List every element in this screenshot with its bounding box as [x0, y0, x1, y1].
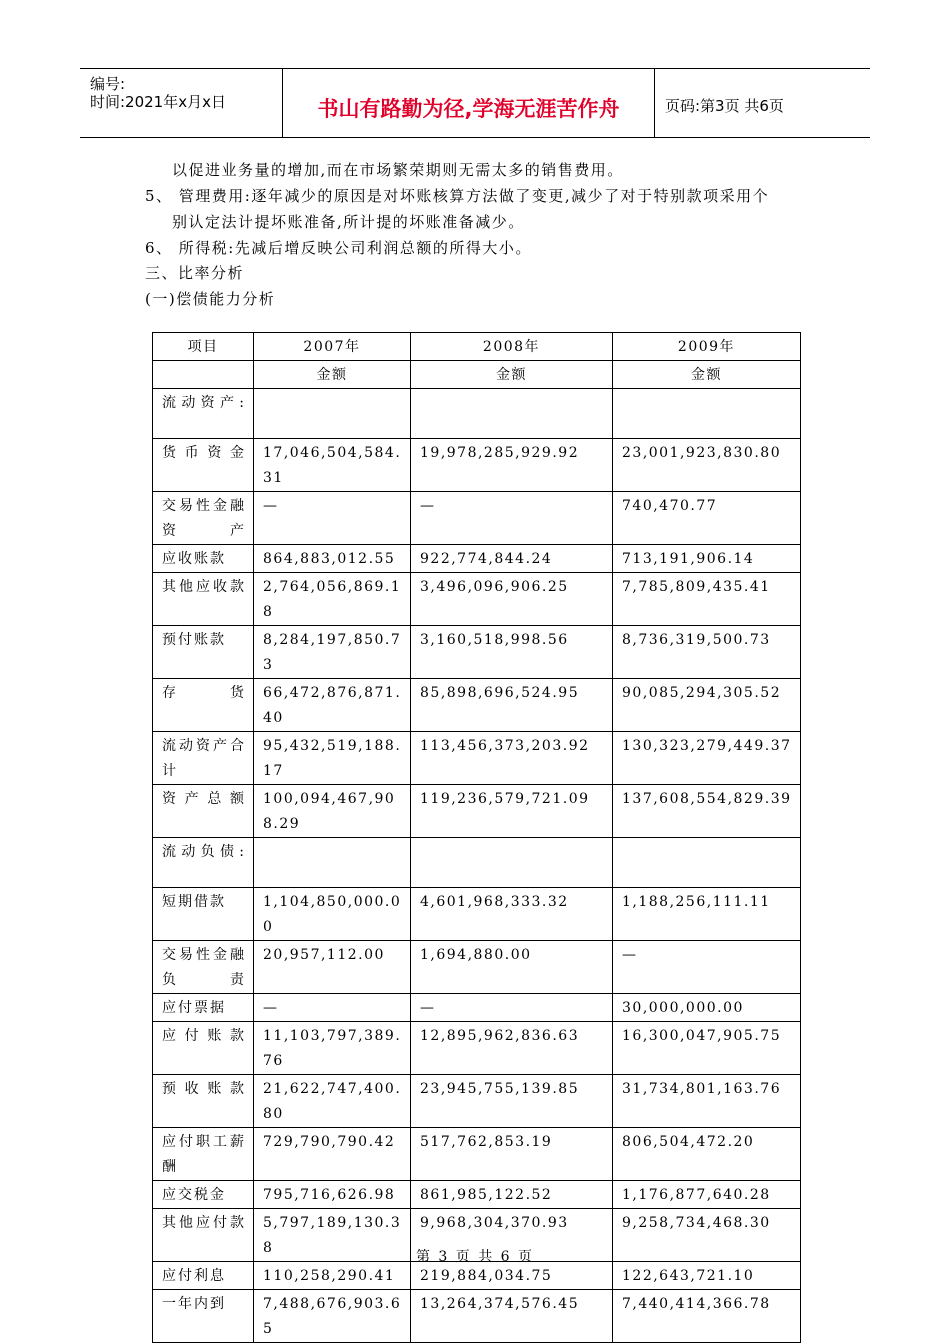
subheader-amount: 金额: [411, 361, 613, 389]
row-amount-2009: 90,085,294,305.52: [613, 679, 801, 732]
row-amount-2007: 7,488,676,903.65: [254, 1290, 411, 1343]
body-paragraph-4: 6、 所得税:先减后增反映公司利润总额的所得大小。: [145, 239, 532, 257]
row-amount-2009: 122,643,721.10: [613, 1262, 801, 1290]
row-amount-2007: —: [254, 994, 411, 1022]
table-row: [153, 573, 801, 626]
row-item-label: 一年内到: [153, 1290, 254, 1343]
table-row: [153, 389, 801, 439]
header-item: 项目: [153, 333, 254, 361]
row-amount-2009: 7,440,414,366.78: [613, 1290, 801, 1343]
row-amount-2007: 729,790,790.42: [254, 1128, 411, 1181]
row-amount-2007: 864,883,012.55: [254, 545, 411, 573]
table-row: [153, 941, 801, 994]
row-item-label: 流动资产:: [153, 389, 254, 439]
row-amount-2008: 13,264,374,576.45: [411, 1290, 613, 1343]
table-row: [153, 1022, 801, 1075]
row-amount-2007: 20,957,112.00: [254, 941, 411, 994]
row-amount-2008: 3,160,518,998.56: [411, 626, 613, 679]
row-item-label: 预收账款: [153, 1075, 254, 1128]
row-item-label: 交易性金融资产: [153, 492, 254, 545]
table-row: [153, 545, 801, 573]
row-amount-2007: 17,046,504,584.31: [254, 439, 411, 492]
table-row: [153, 439, 801, 492]
header-year-2009: 2009年: [613, 333, 801, 361]
row-amount-2007: 5,797,189,130.38: [254, 1209, 411, 1262]
table-row: [153, 492, 801, 545]
row-amount-2008: 4,601,968,333.32: [411, 888, 613, 941]
header-motto-cell: [283, 69, 655, 137]
row-amount-2007: —: [254, 492, 411, 545]
row-amount-2008: 23,945,755,139.85: [411, 1075, 613, 1128]
body-paragraph-3: 别认定法计提坏账准备,所计提的坏账准备减少。: [172, 213, 525, 231]
row-amount-2008: 517,762,853.19: [411, 1128, 613, 1181]
subheader-blank: [153, 361, 254, 389]
row-amount-2009: 1,188,256,111.11: [613, 888, 801, 941]
header-page-number: 页码:第3页 共6页: [665, 97, 784, 115]
page-header: [80, 68, 870, 138]
row-amount-2008: 113,456,373,203.92: [411, 732, 613, 785]
row-amount-2007: 110,258,290.41: [254, 1262, 411, 1290]
row-amount-2008: 85,898,696,524.95: [411, 679, 613, 732]
row-amount-2009: 130,323,279,449.37: [613, 732, 801, 785]
row-item-label: 交易性金融负责: [153, 941, 254, 994]
row-amount-2009: 1,176,877,640.28: [613, 1181, 801, 1209]
table-row: [153, 888, 801, 941]
row-amount-2009: [613, 838, 801, 888]
header-page-cell: [655, 69, 870, 137]
row-item-label: 应交税金: [153, 1181, 254, 1209]
row-amount-2008: [411, 838, 613, 888]
row-amount-2007: 8,284,197,850.73: [254, 626, 411, 679]
row-amount-2007: 2,764,056,869.18: [254, 573, 411, 626]
table-row: [153, 732, 801, 785]
row-amount-2007: 66,472,876,871.40: [254, 679, 411, 732]
row-item-label: 应收账款: [153, 545, 254, 573]
serial-label: 编号:: [90, 75, 126, 93]
row-amount-2008: 9,968,304,370.93: [411, 1209, 613, 1262]
table-header-row: [153, 333, 801, 361]
row-amount-2008: 219,884,034.75: [411, 1262, 613, 1290]
header-motto: 书山有路勤为径,学海无涯苦作舟: [317, 97, 620, 121]
row-amount-2009: 23,001,923,830.80: [613, 439, 801, 492]
table-row: [153, 626, 801, 679]
row-item-label: 流动资产合计: [153, 732, 254, 785]
row-amount-2009: 9,258,734,468.30: [613, 1209, 801, 1262]
header-year-2007: 2007年: [254, 333, 411, 361]
body-paragraph-1: 以促进业务量的增加,而在市场繁荣期则无需太多的销售费用。: [172, 161, 624, 179]
row-item-label: 应付账款: [153, 1022, 254, 1075]
row-amount-2007: [254, 389, 411, 439]
subheader-amount: 金额: [613, 361, 801, 389]
row-item-label: 存货: [153, 679, 254, 732]
table-row: [153, 785, 801, 838]
row-amount-2007: 21,622,747,400.80: [254, 1075, 411, 1128]
row-amount-2007: 1,104,850,000.00: [254, 888, 411, 941]
row-amount-2007: 95,432,519,188.17: [254, 732, 411, 785]
row-amount-2009: 806,504,472.20: [613, 1128, 801, 1181]
row-amount-2008: —: [411, 994, 613, 1022]
row-amount-2009: —: [613, 941, 801, 994]
row-amount-2009: 7,785,809,435.41: [613, 573, 801, 626]
row-item-label: 应付利息: [153, 1262, 254, 1290]
row-item-label: 应付职工薪酬: [153, 1128, 254, 1181]
row-amount-2009: 16,300,047,905.75: [613, 1022, 801, 1075]
row-item-label: 应付票据: [153, 994, 254, 1022]
solvency-table: [152, 332, 801, 1343]
row-amount-2009: 713,191,906.14: [613, 545, 801, 573]
table-row: [153, 1075, 801, 1128]
table-row: [153, 838, 801, 888]
table-row: [153, 994, 801, 1022]
page-footer: 第 3 页 共 6 页: [415, 1249, 535, 1265]
header-year-2008: 2008年: [411, 333, 613, 361]
row-amount-2008: 12,895,962,836.63: [411, 1022, 613, 1075]
row-item-label: 资产总额: [153, 785, 254, 838]
table-row: [153, 1128, 801, 1181]
body-paragraph-2: 5、 管理费用:逐年减少的原因是对坏账核算方法做了变更,减少了对于特别款项采用个: [145, 187, 770, 205]
table-row: [153, 1290, 801, 1343]
row-amount-2008: 922,774,844.24: [411, 545, 613, 573]
row-amount-2009: 740,470.77: [613, 492, 801, 545]
row-amount-2008: 861,985,122.52: [411, 1181, 613, 1209]
row-amount-2008: —: [411, 492, 613, 545]
table-row: [153, 1181, 801, 1209]
row-amount-2008: 119,236,579,721.09: [411, 785, 613, 838]
section-title: 三、比率分析: [145, 264, 245, 282]
row-amount-2008: 19,978,285,929.92: [411, 439, 613, 492]
date-label: 时间:2021年x月x日: [90, 93, 226, 111]
row-amount-2009: 8,736,319,500.73: [613, 626, 801, 679]
row-amount-2007: [254, 838, 411, 888]
row-amount-2009: 137,608,554,829.39: [613, 785, 801, 838]
row-item-label: 其他应收款: [153, 573, 254, 626]
row-item-label: 流动负债:: [153, 838, 254, 888]
row-amount-2009: [613, 389, 801, 439]
table-row: [153, 679, 801, 732]
row-amount-2008: 1,694,880.00: [411, 941, 613, 994]
row-amount-2008: 3,496,096,906.25: [411, 573, 613, 626]
subheader-amount: 金额: [254, 361, 411, 389]
row-amount-2007: 11,103,797,389.76: [254, 1022, 411, 1075]
row-item-label: 货币资金: [153, 439, 254, 492]
row-amount-2007: 100,094,467,908.29: [254, 785, 411, 838]
row-amount-2007: 795,716,626.98: [254, 1181, 411, 1209]
row-item-label: 预付账款: [153, 626, 254, 679]
header-meta-cell: [80, 69, 283, 137]
row-item-label: 短期借款: [153, 888, 254, 941]
solvency-table-body: [153, 333, 801, 1343]
subsection-title: (一)偿债能力分析: [145, 290, 276, 308]
row-amount-2009: 30,000,000.00: [613, 994, 801, 1022]
row-amount-2008: [411, 389, 613, 439]
row-amount-2009: 31,734,801,163.76: [613, 1075, 801, 1128]
row-item-label: 其他应付款: [153, 1209, 254, 1262]
table-subheader-row: [153, 361, 801, 389]
